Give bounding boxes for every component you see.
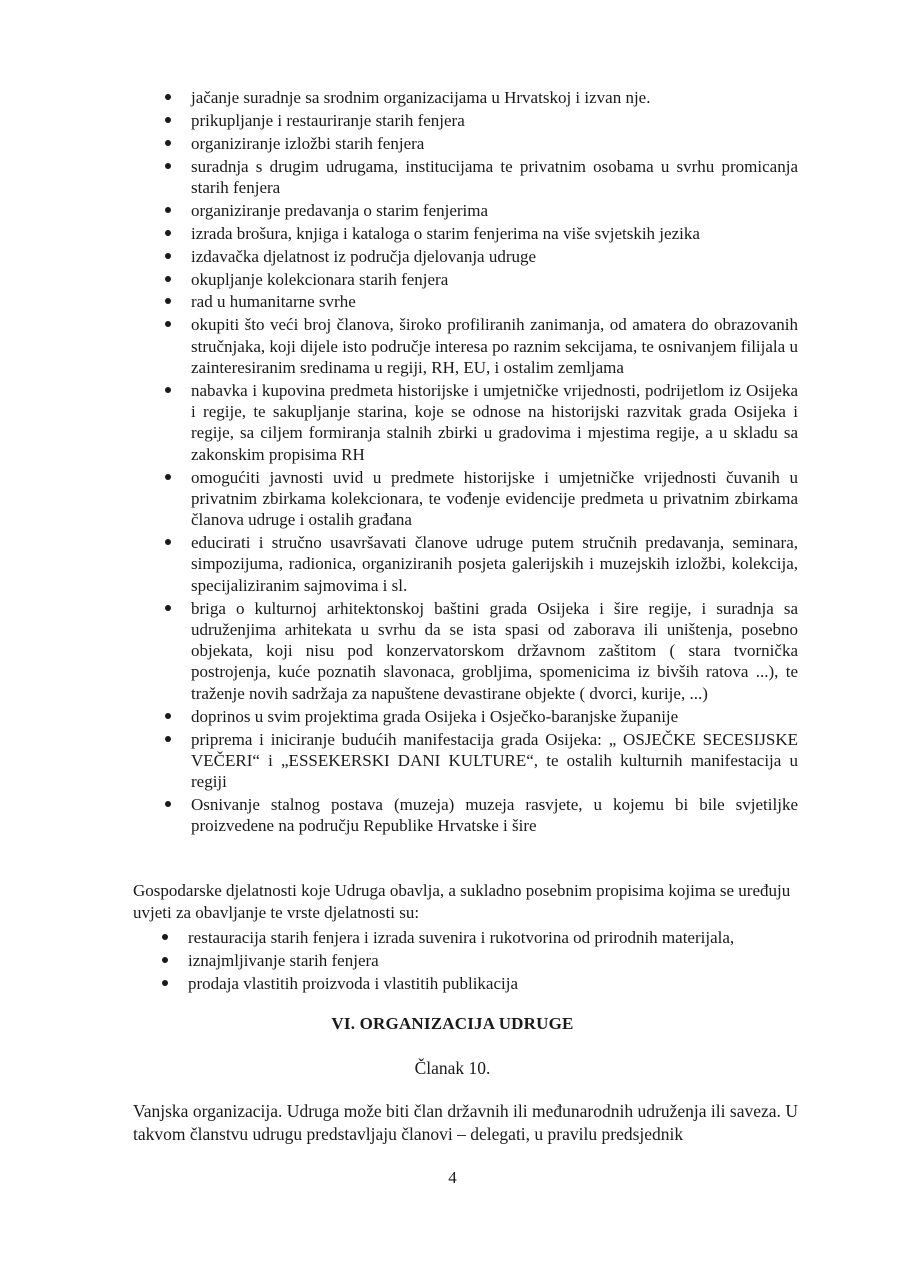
bullet-icon [162,934,168,940]
bullet-icon [165,117,171,123]
list-item [164,133,798,154]
list-item [164,794,798,837]
list-item [164,156,798,199]
bullet-icon [165,713,171,719]
bullet-icon [165,321,171,327]
list-item-text: iznajmljivanje starih fenjera [188,950,379,970]
bullet-icon [165,387,171,393]
list-item-text: nabavka i kupovina predmeta historijske i umjetničke vrijednosti, podrijetlom iz Osijeka i regije, te sakupljanje starina, koje se odnose na historijski razvitak grada Osijeka i regije, sa ciljem formiranja stalnih zbirki u gradovima i mjestima regije, a u skladu sa zakonskim propisima RH [191,380,798,464]
list-item-text: rad u humanitarne svrhe [191,292,356,312]
page-number: 4 [448,1168,457,1187]
bullet-icon [165,298,171,304]
economic-activities-intro: Gospodarske djelatnosti koje Udruga obavlja, a sukladno posebnim propisima kojima se uređuju uvjeti za obavljanje te vrste djelatnosti su: [133,881,791,922]
bullet-icon [165,474,171,480]
list-item-text: priprema i iniciranje budućih manifestacija grada Osijeka: „ OSJEČKE SECESIJSKE VEČERI“ i „ESSEKERSKI DANI KULTURE“, te ostalih kulturnih manifestacija u regiji [191,729,798,792]
list-item-text: izdavačka djelatnost iz područja djelovanja udruge [191,246,537,266]
list-item [164,87,798,108]
list-item-text: restauracija starih fenjera i izrada suvenira i rukotvorina od prirodnih materijala, [188,928,735,947]
bullet-icon [162,980,168,986]
list-item-text: organiziranje izložbi starih fenjera [191,133,425,153]
list-item [164,246,798,267]
list-item [164,223,798,244]
article-title: Članak 10. [414,1058,491,1078]
list-item [164,706,798,727]
list-item [164,269,798,290]
list-item-text: organiziranje predavanja o starim fenjerima [191,200,489,220]
list-item [164,110,798,131]
list-item [161,950,801,971]
list-item-text: prikupljanje i restauriranje starih fenjera [191,110,465,130]
list-item-text: okupljanje kolekcionara starih fenjera [191,269,449,289]
list-item-text: izrada brošura, knjiga i kataloga o starim fenjerima na više svjetskih jezika [191,223,700,243]
list-item-text: doprinos u svim projektima grada Osijeka i Osječko-baranjske županije [191,706,679,726]
bullet-icon [165,539,171,545]
list-item-text: suradnja s drugim udrugama, institucijama te privatnim osobama u svrhu promicanja starih fenjera [191,156,798,197]
bullet-icon [165,605,171,611]
bullet-icon [165,736,171,742]
economic-activities-list [161,927,801,995]
list-item-text: omogućiti javnosti uvid u predmete historijske i umjetničke vrijednosti čuvanih u privatnim zbirkama kolekcionara, te vođenje evidencije predmeta u privatnim zbirkama članova udruge i ostalih građana [191,467,798,530]
bullet-icon [165,207,171,213]
list-item-text: jačanje suradnje sa srodnim organizacijama u Hrvatskoj i izvan nje. [191,88,651,107]
bullet-icon [165,140,171,146]
bullet-icon [165,253,171,259]
bullet-icon [165,230,171,236]
list-item [164,729,798,793]
list-item-text: prodaja vlastitih proizvoda i vlastitih publikacija [188,973,519,993]
list-item [161,927,801,948]
section-heading: VI. ORGANIZACIJA UDRUGE [331,1014,574,1033]
list-item [164,467,798,531]
bullet-icon [165,163,171,169]
bullet-icon [165,801,171,807]
list-item [164,200,798,221]
list-item [164,598,798,704]
list-item-text: educirati i stručno usavršavati članove udruge putem stručnih predavanja, seminara, simpozijuma, radionica, organiziranih posjeta galerijskih i muzejskih izložbi, kolekcija, specijaliziranim sajmovima i sl. [191,533,798,595]
list-item-text: briga o kulturnoj arhitektonskoj baštini grada Osijeka i šire regije, i suradnja sa udruženjima arhitekata u svrhu da se ista spasi od zaborava ili uništenja, posebno objekata, koji nisu pod konzervatorskom državnom zaštitom ( stara tvornička postrojenja, kuće poznatih slavonaca, grobljima, spomenicima iz bivših ratova ...), te traženje novih sadržaja za napuštene devastirane objekte ( dvorci, kurije, ...) [191,598,798,703]
list-item-text: Osnivanje stalnog postava (muzeja) muzeja rasvjete, u kojemu bi bile svjetiljke proizvedene na području Republike Hrvatske i šire [191,795,798,836]
list-item [164,380,798,465]
list-item [164,314,798,378]
bullet-icon [165,276,171,282]
list-item-text: okupiti što veći broj članova, široko profiliranih zanimanja, od amatera do obrazovanih stručnjaka, koji dijele isto područje interesa po raznim sekcijama, te osnivanjem filijala u zainteresiranim sredinama u regiji, RH, EU, i ostalim zemljama [191,315,798,377]
list-item [161,973,801,994]
bullet-icon [165,94,171,100]
list-item [164,532,798,596]
objectives-list [164,87,798,838]
bullet-icon [162,957,168,963]
article-body: Vanjska organizacija. Udruga može biti član državnih ili međunarodnih udruženja ili saveza. U takvom članstvu udrugu predstavljaju članovi – delegati, u pravilu predsjednik [133,1101,798,1144]
list-item [164,291,798,312]
